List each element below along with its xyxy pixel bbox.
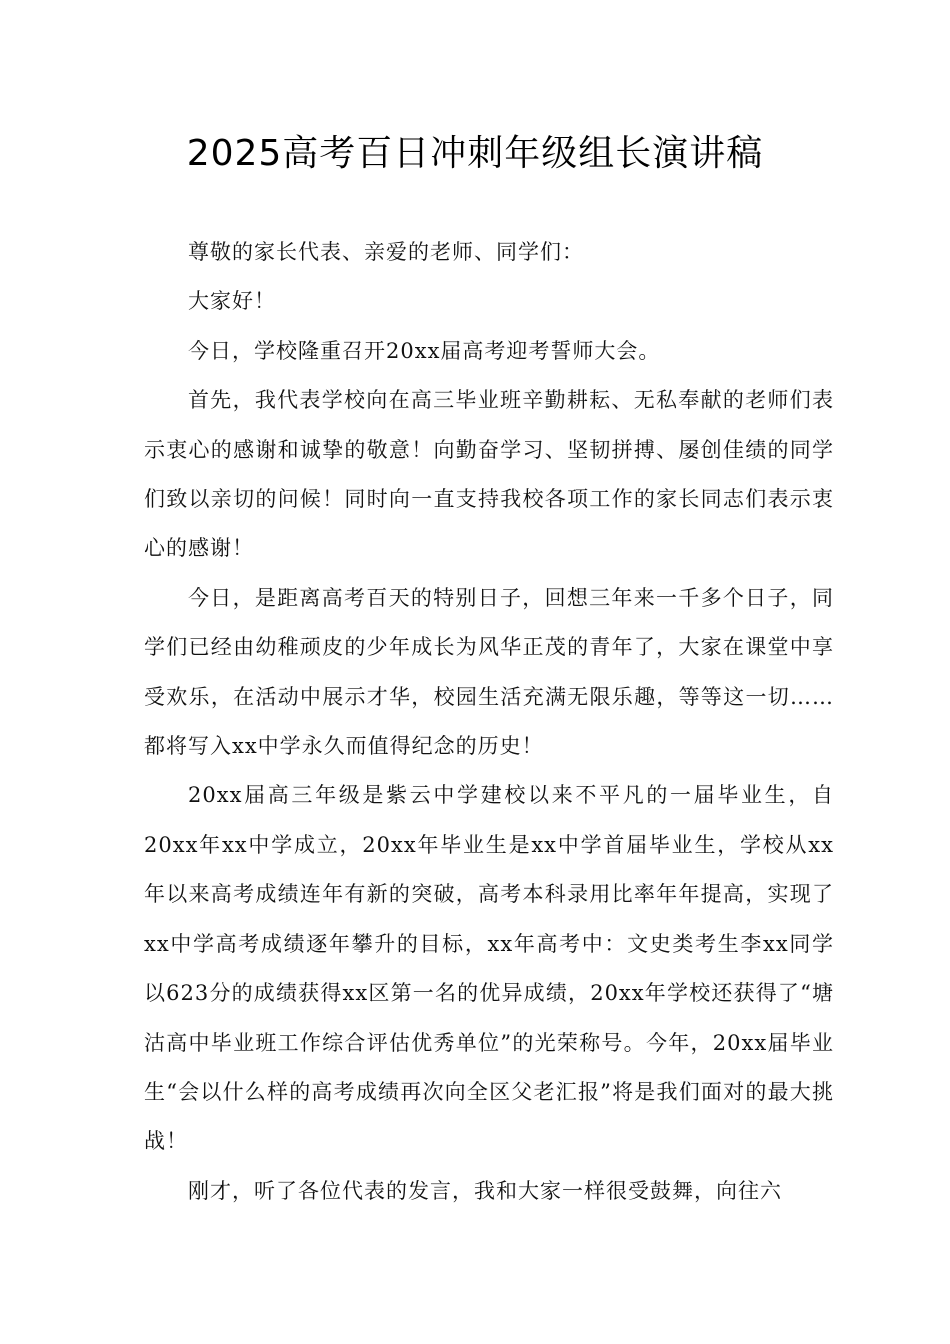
- document-body: [144, 228, 834, 1216]
- document-title: 2025高考百日冲刺年级组长演讲稿: [186, 133, 764, 174]
- paragraph-hundred-days: 今日，是距离高考百天的特别日子，回想三年来一千多个日子，同学们已经由幼稚顽皮的少年成长为风华正茂的青年了，大家在课堂中享受欢乐，在活动中展示才华，校园生活充满无限乐趣，等等这一切……都将写入xx中学永久而值得纪念的历史！: [144, 585, 834, 759]
- paragraph-thanks: 首先，我代表学校向在高三毕业班辛勤耕耘、无私奉献的老师们表示衷心的感谢和诚挚的敬意！向勤奋学习、坚韧拼搏、屡创佳绩的同学们致以亲切的问候！同时向一直支持我校各项工作的家长同志们表示衷心的感谢！: [144, 388, 834, 561]
- paragraph-opening: 今日，学校隆重召开20xx届高考迎考誓师大会。: [188, 338, 661, 363]
- paragraph-school-history: 20xx届高三年级是紫云中学建校以来不平凡的一届毕业生，自20xx年xx中学成立，20xx年毕业生是xx中学首届毕业生，学校从xx年以来高考成绩连年有新的突破，高考本科录用比率年年提高，实现了xx中学高考成绩逐年攀升的目标，xx年高考中：文史类考生李xx同学以623分的成绩获得xx区第一名的优异成绩，20xx年学校还获得了“塘沽高中毕业班工作综合评估优秀单位”的光荣称号。今年，20xx届毕业生“会以什么样的高考成绩再次向全区父老汇报”将是我们面对的最大挑战！: [144, 783, 834, 1154]
- paragraph-greeting: 大家好！: [188, 289, 276, 314]
- paragraph-salutation: 尊敬的家长代表、亲爱的老师、同学们：: [188, 240, 584, 264]
- paragraph-closing-partial: 刚才，听了各位代表的发言，我和大家一样很受鼓舞，向往六: [188, 1178, 782, 1203]
